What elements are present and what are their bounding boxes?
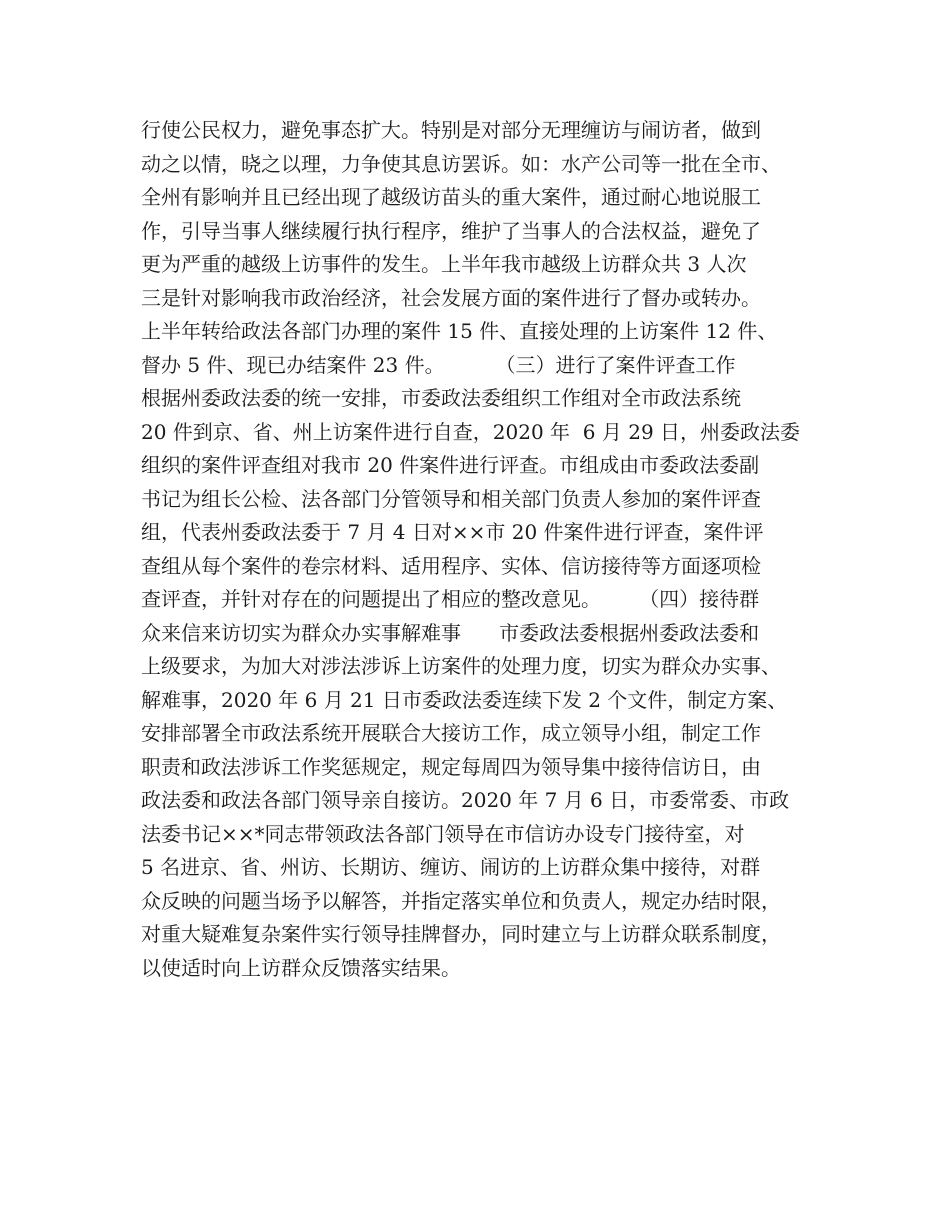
text-line: 作，引导当事人继续履行执行程序，维护了当事人的合法权益，避免了: [141, 218, 761, 243]
text-line: 查评查，并针对存在的问题提出了相应的整改意见。 （四）接待群: [141, 587, 760, 611]
text-line: 众反映的问题当场予以解答，并指定落实单位和负责人，规定办结时限，: [141, 888, 781, 913]
text-line: 根据州委政法委的统一安排，市委政法委组织工作组对全市政法系统: [141, 386, 741, 410]
text-line: 动之以情，晓之以理，力争使其息访罢诉。如：水产公司等一批在全市、: [141, 151, 781, 176]
text-line: 上级要求，为加大对涉法涉诉上访案件的处理力度，切实为群众办实事、: [141, 654, 781, 678]
text-line: 以使适时向上访群众反馈落实结果。: [141, 955, 461, 980]
text-line: 安排部署全市政法系统开展联合大接访工作，成立领导小组，制定工作: [141, 721, 761, 745]
text-line: 上半年转给政法各部门办理的案件 15 件、直接处理的上访案件 12 件、: [141, 319, 778, 343]
text-line: 法委书记××*同志带领政法各部门领导在市信访办设专门接待室，对: [141, 821, 745, 846]
text-line: 对重大疑难复杂案件实行领导挂牌督办，同时建立与上访群众联系制度，: [141, 922, 781, 946]
text-line: 组，代表州委政法委于 7 月 4 日对××市 20 件案件进行评查，案件评: [141, 520, 764, 544]
text-line: 职责和政法涉诉工作奖惩规定，规定每周四为领导集中接待信访日，由: [141, 754, 761, 779]
text-line: 20 件到京、省、州上访案件进行自查，2020 年 6 月 29 日，州委政法委: [141, 419, 801, 444]
text-line: 书记为组长公检、法各部门分管领导和相关部门负责人参加的案件评查: [141, 486, 761, 511]
text-line: 三是针对影响我市政治经济，社会发展方面的案件进行了督办或转办。: [141, 285, 761, 310]
text-line: 解难事，2020 年 6 月 21 日市委政法委连续下发 2 个文件，制定方案、: [141, 687, 788, 712]
text-line: 查组从每个案件的卷宗材料、适用程序、实体、信访接待等方面逐项检: [141, 553, 761, 578]
body-text: [141, 114, 821, 985]
text-line: 5 名进京、省、州访、长期访、缠访、闹访的上访群众集中接待，对群: [141, 855, 761, 879]
text-line: 组织的案件评查组对我市 20 件案件进行评查。市组成由市委政法委副: [141, 453, 760, 477]
text-line: 全州有影响并且已经出现了越级访苗头的重大案件，通过耐心地说服工: [141, 185, 761, 209]
text-line: 督办 5 件、现已办结案件 23 件。 （三）进行了案件评查工作: [141, 352, 736, 377]
text-line: 众来信来访切实为群众办实事解难事 市委政法委根据州委政法委和: [141, 620, 760, 645]
text-line: 政法委和政法各部门领导亲自接访。2020 年 7 月 6 日，市委常委、市政: [141, 788, 790, 812]
text-line: 更为严重的越级上访事件的发生。上半年我市越级上访群众共 3 人次: [141, 252, 747, 276]
text-line: 行使公民权力，避免事态扩大。特别是对部分无理缠访与闹访者，做到: [141, 118, 761, 142]
